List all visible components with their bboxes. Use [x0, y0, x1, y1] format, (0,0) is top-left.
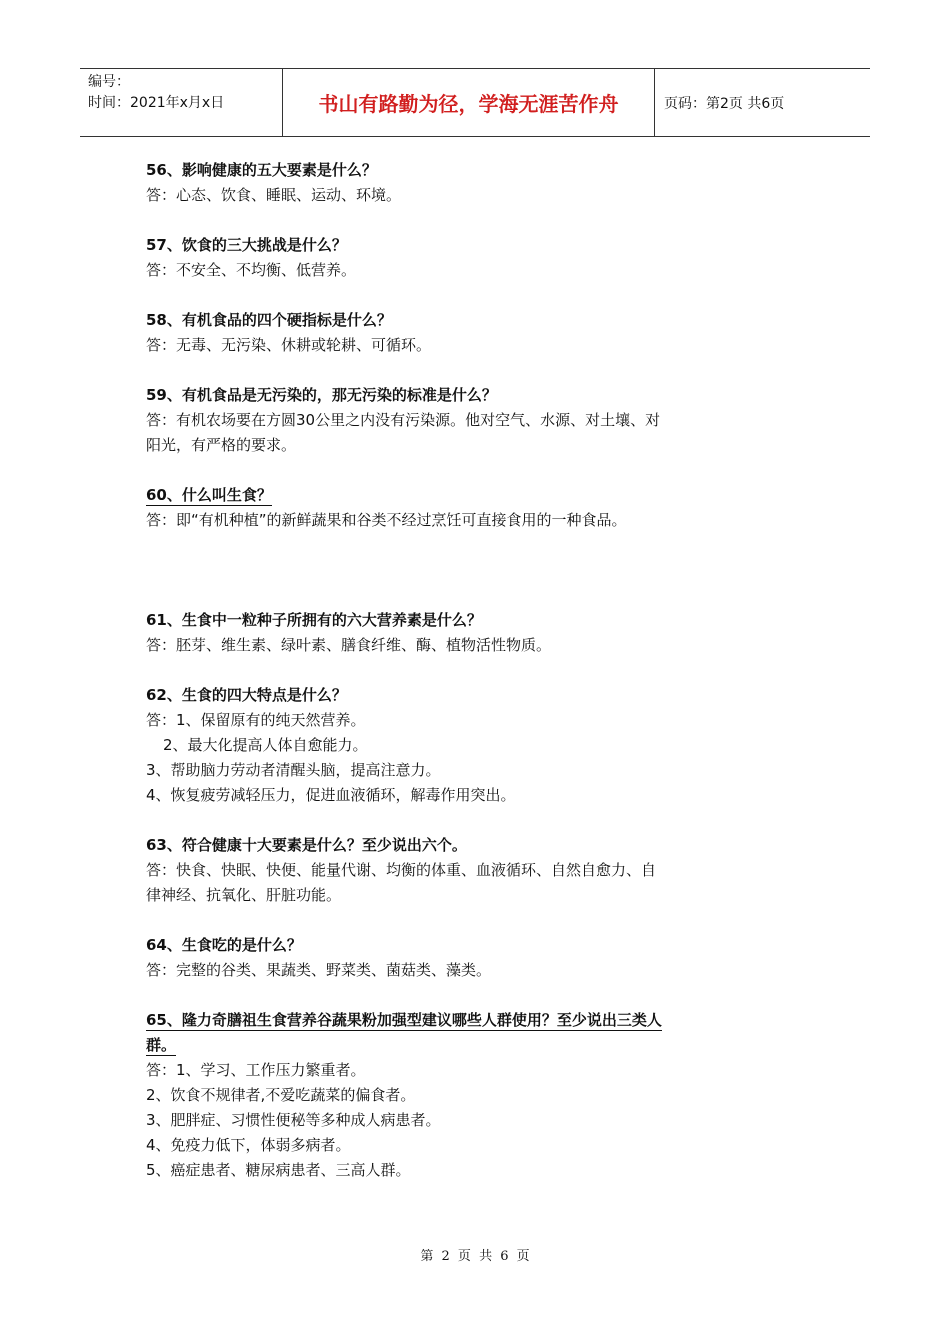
- answer-65-line-4: 4、免疫力低下，体弱多病者。: [146, 1136, 351, 1154]
- answer-64: 答：完整的谷类、果蔬类、野菜类、菌菇类、藻类。: [146, 961, 492, 979]
- answer-62-line-2: 2、最大化提高人体自愈能力。: [163, 736, 368, 754]
- page-header: [80, 68, 870, 137]
- answer-56: 答：心态、饮食、睡眠、运动、环境。: [146, 186, 402, 204]
- answer-59-line-1: 答：有机农场要在方圆30公里之内没有污染源。他对空气、水源、对土壤、对: [146, 411, 661, 429]
- footer-text-4: 页: [516, 1249, 530, 1264]
- answer-63-line-1: 答：快食、快眠、快便、能量代谢、均衡的体重、血液循环、自然自愈力、自: [146, 861, 657, 879]
- qa-item-65: [146, 1008, 806, 1183]
- footer-total-pages: 6: [500, 1249, 509, 1264]
- answer-60: 答：即“有机种植”的新鲜蔬果和谷类不经过烹饪可直接食用的一种食品。: [146, 511, 627, 529]
- answer-61: 答：胚芽、维生素、绿叶素、膳食纤维、酶、植物活性物质。: [146, 636, 552, 654]
- qa-item-62: [146, 683, 806, 808]
- question-63: 63、符合健康十大要素是什么？至少说出六个。: [146, 836, 467, 854]
- header-motto: 书山有路勤为径，学海无涯苦作舟: [282, 69, 655, 136]
- question-61: 61、生食中一粒种子所拥有的六大营养素是什么？: [146, 611, 482, 629]
- answer-63-line-2: 律神经、抗氧化、肝脏功能。: [146, 886, 342, 904]
- footer-text-2: 页: [457, 1249, 471, 1264]
- question-57: 57、饮食的三大挑战是什么？: [146, 236, 347, 254]
- qa-item-56: [146, 158, 806, 208]
- answer-62-line-3: 3、帮助脑力劳动者清醒头脑，提高注意力。: [146, 761, 441, 779]
- qa-item-59: [146, 383, 806, 458]
- footer-text-3: 共: [479, 1249, 493, 1264]
- answer-65-line-2: 2、饮食不规律者,不爱吃蔬菜的偏食者。: [146, 1086, 416, 1104]
- document-number-label: 编号：: [88, 74, 130, 90]
- question-56: 56、影响健康的五大要素是什么？: [146, 161, 377, 179]
- qa-item-63: [146, 833, 806, 908]
- page-footer: [0, 1245, 950, 1264]
- qa-item-57: [146, 233, 806, 283]
- answer-62-line-4: 4、恢复疲劳减轻压力，促进血液循环，解毒作用突出。: [146, 786, 516, 804]
- question-62: 62、生食的四大特点是什么？: [146, 686, 347, 704]
- question-60-text: 60、什么叫生食？: [146, 486, 272, 504]
- qa-content: [146, 158, 806, 1183]
- header-page-info: 页码：第2页 共6页: [664, 95, 785, 112]
- qa-item-61: [146, 608, 806, 658]
- footer-text-1: 第: [420, 1249, 434, 1264]
- question-59: 59、有机食品是无污染的，那无污染的标准是什么？: [146, 386, 497, 404]
- answer-62-line-1: 答：1、保留原有的纯天然营养。: [146, 711, 366, 729]
- question-65-text-2: 群。: [146, 1036, 177, 1054]
- question-65-line-2: [146, 1033, 806, 1058]
- document-time-label: 时间：2021年x月x日: [88, 95, 225, 111]
- answer-59-line-2: 阳光，有严格的要求。: [146, 436, 297, 454]
- answer-57: 答：不安全、不均衡、低营养。: [146, 261, 357, 279]
- qa-item-60: [146, 483, 806, 533]
- question-65-line-1: [146, 1008, 806, 1033]
- footer-page-number: 2: [441, 1249, 450, 1264]
- question-58: 58、有机食品的四个硬指标是什么？: [146, 311, 392, 329]
- question-60: [146, 483, 806, 508]
- question-64: 64、生食吃的是什么？: [146, 936, 302, 954]
- answer-58: 答：无毒、无污染、休耕或轮耕、可循环。: [146, 336, 432, 354]
- header-left-cell: [80, 69, 282, 136]
- answer-65-line-1: 答：1、学习、工作压力繁重者。: [146, 1061, 366, 1079]
- answer-65-line-5: 5、癌症患者、糖尿病患者、三高人群。: [146, 1161, 411, 1179]
- answer-65-line-3: 3、肥胖症、习惯性便秘等多种成人病患者。: [146, 1111, 441, 1129]
- question-65-text-1: 65、隆力奇膳祖生食营养谷蔬果粉加强型建议哪些人群使用？至少说出三类人: [146, 1011, 662, 1029]
- qa-item-64: [146, 933, 806, 983]
- qa-item-58: [146, 308, 806, 358]
